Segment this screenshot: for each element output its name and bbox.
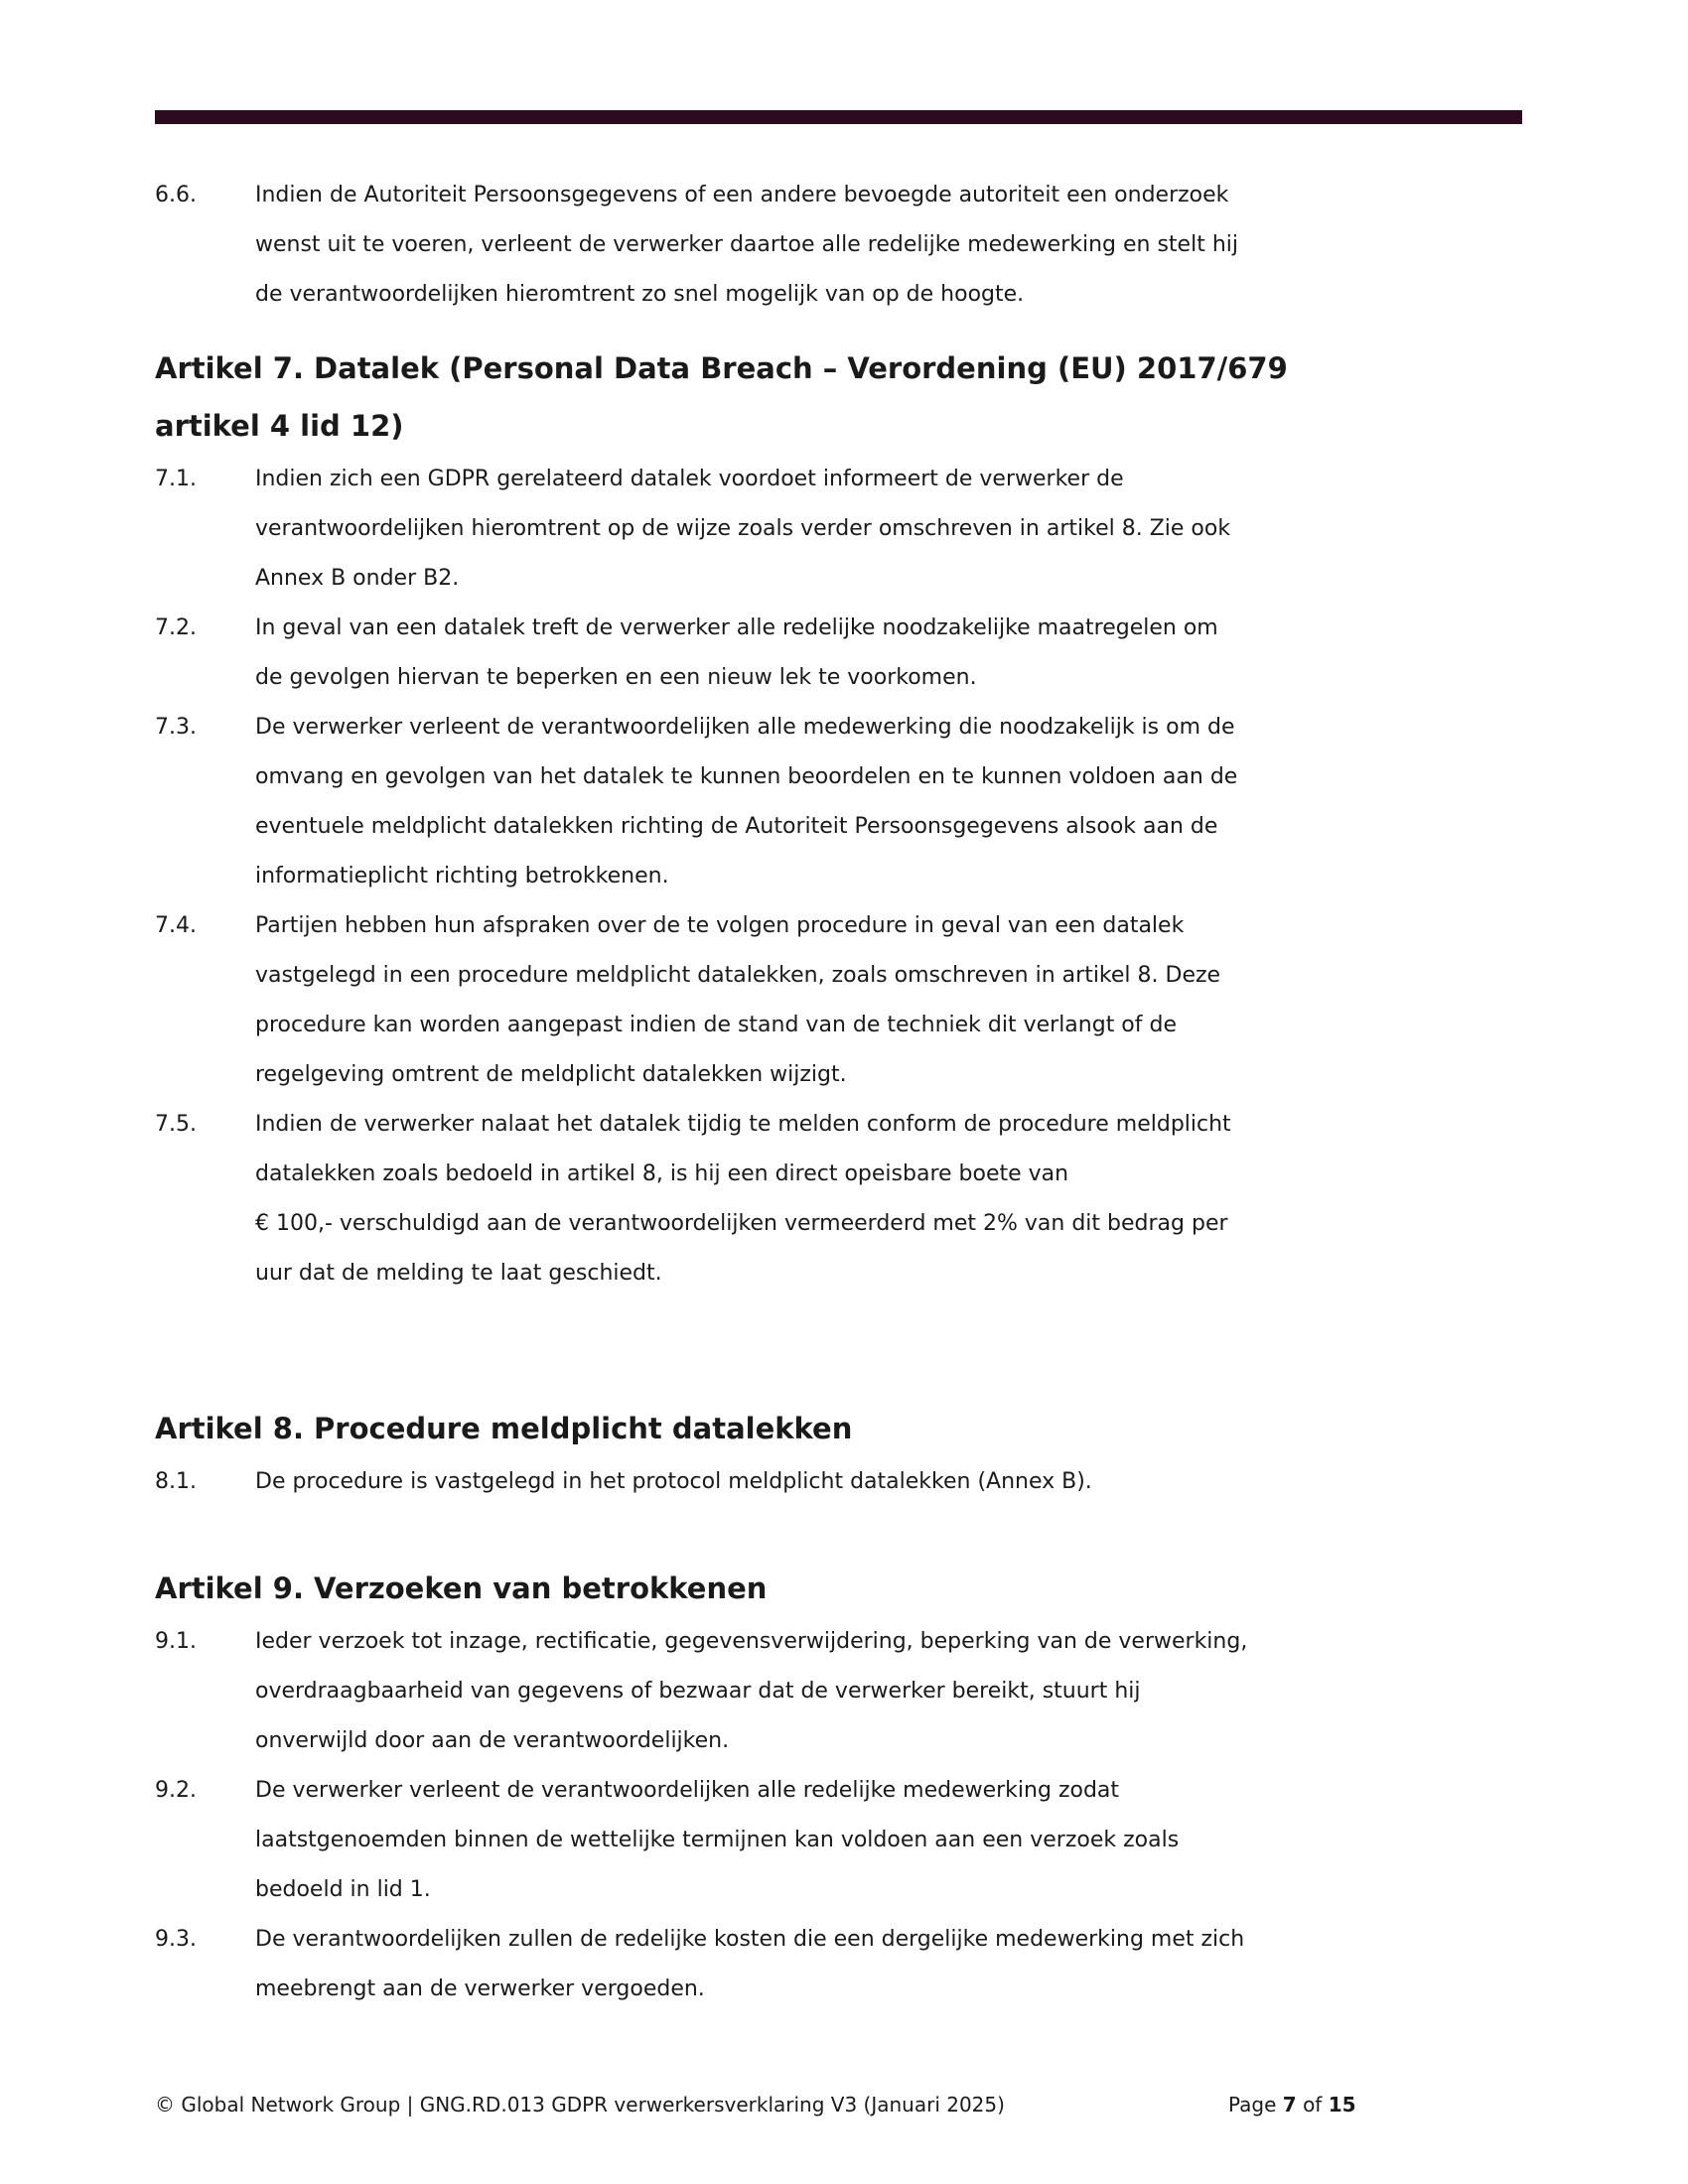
section — [155, 171, 1535, 320]
clause-number: 9.2. — [155, 1778, 197, 1803]
text-line: laatstgenoemden binnen de wettelijke termijnen kan voldoen aan een verzoek zoals — [255, 1828, 1180, 1852]
header-rule — [155, 110, 1522, 124]
clause — [155, 171, 1535, 320]
clause-text — [255, 1457, 1535, 1507]
page-label: Page — [1228, 2093, 1277, 2116]
clause-text — [255, 901, 1535, 1100]
clause-text — [255, 1766, 1535, 1915]
text-line: € 100,- verschuldigd aan de verantwoordelijken vermeerderd met 2% van dit bedrag per — [255, 1211, 1228, 1236]
text-line: procedure kan worden aangepast indien de stand van de techniek dit verlangt of de — [255, 1013, 1178, 1037]
text-line: De verantwoordelijken zullen de redelijke kosten die een dergelijke medewerking met zich — [255, 1927, 1245, 1952]
clause-number: 7.3. — [155, 715, 197, 740]
page-current: 7 — [1282, 2093, 1297, 2116]
section-heading: Artikel 9. Verzoeken van betrokkenen — [155, 1571, 768, 1605]
text-line: wenst uit te voeren, verleent de verwerker daartoe alle redelijke medewerking en stelt hij — [255, 232, 1238, 257]
section-heading: Artikel 8. Procedure meldplicht datalekken — [155, 1412, 853, 1445]
clause-number: 7.2. — [155, 615, 197, 640]
text-line: eventuele meldplicht datalekken richting de Autoriteit Persoonsgegevens alsook aan de — [255, 814, 1218, 839]
clause — [155, 1915, 1535, 2014]
text-line: vastgelegd in een procedure meldplicht datalekken, zoals omschreven in artikel 8. Deze — [255, 963, 1221, 988]
text-line: Indien de verwerker nalaat het datalek tijdig te melden conform de procedure meldplicht — [255, 1112, 1231, 1137]
text-line: regelgeving omtrent de meldplicht datalekken wijzigt. — [255, 1062, 847, 1087]
text-line: informatieplicht richting betrokkenen. — [255, 864, 669, 888]
page-number — [1228, 2093, 1356, 2116]
section — [155, 1560, 1535, 2014]
section — [155, 340, 1535, 1298]
section-heading: Artikel 7. Datalek (Personal Data Breach – Verordening (EU) 2017/679 — [155, 351, 1288, 385]
text-line: datalekken zoals bedoeld in artikel 8, is hij een direct opeisbare boete van — [255, 1161, 1069, 1186]
page-of: of — [1303, 2093, 1323, 2116]
clause — [155, 1100, 1535, 1298]
clause — [155, 455, 1535, 604]
clause-number: 9.1. — [155, 1629, 197, 1654]
clause-number: 7.4. — [155, 913, 197, 938]
text-line: De procedure is vastgelegd in het protocol meldplicht datalekken (Annex B). — [255, 1469, 1092, 1494]
text-line: uur dat de melding te laat geschiedt. — [255, 1261, 662, 1286]
clause-number: 8.1. — [155, 1469, 197, 1494]
clause-text — [255, 171, 1535, 320]
text-line: overdraagbaarheid van gegevens of bezwaar dat de verwerker bereikt, stuurt hij — [255, 1679, 1141, 1704]
footer-text: © Global Network Group | GNG.RD.013 GDPR verwerkersverklaring V3 (Januari 2025) — [155, 2093, 1005, 2116]
section — [155, 1400, 1535, 1507]
clause-text — [255, 1915, 1535, 2014]
clause-number: 9.3. — [155, 1927, 197, 1952]
clause — [155, 1617, 1535, 1766]
text-line: Annex B onder B2. — [255, 566, 460, 591]
section-heading: artikel 4 lid 12) — [155, 409, 404, 443]
text-line: omvang en gevolgen van het datalek te kunnen beoordelen en te kunnen voldoen aan de — [255, 764, 1238, 789]
clause-text — [255, 455, 1535, 604]
text-line: Indien de Autoriteit Persoonsgegevens of een andere bevoegde autoriteit een onderzoek — [255, 183, 1229, 207]
text-line: Ieder verzoek tot inzage, rectificatie, gegevensverwijdering, beperking van de verwerking, — [255, 1629, 1248, 1654]
text-line: bedoeld in lid 1. — [255, 1877, 431, 1902]
clause-text — [255, 703, 1535, 901]
text-line: de verantwoordelijken hieromtrent zo snel mogelijk van op de hoogte. — [255, 282, 1025, 307]
clause-text — [255, 604, 1535, 703]
text-line: Indien zich een GDPR gerelateerd datalek voordoet informeert de verwerker de — [255, 467, 1124, 491]
text-line: meebrengt aan de verwerker vergoeden. — [255, 1977, 705, 2001]
clause-number: 6.6. — [155, 183, 197, 207]
clause-number: 7.1. — [155, 467, 197, 491]
clause-text — [255, 1100, 1535, 1298]
clause — [155, 901, 1535, 1100]
clause-text — [255, 1617, 1535, 1766]
clause — [155, 1766, 1535, 1915]
text-line: In geval van een datalek treft de verwerker alle redelijke noodzakelijke maatregelen om — [255, 615, 1218, 640]
text-line: onverwijld door aan de verantwoordelijken. — [255, 1728, 730, 1753]
page-total: 15 — [1328, 2093, 1356, 2116]
text-line: Partijen hebben hun afspraken over de te volgen procedure in geval van een datalek — [255, 913, 1185, 938]
text-line: De verwerker verleent de verantwoordelijken alle redelijke medewerking zodat — [255, 1778, 1120, 1803]
text-line: de gevolgen hiervan te beperken en een nieuw lek te voorkomen. — [255, 665, 977, 690]
text-line: verantwoordelijken hieromtrent op de wijze zoals verder omschreven in artikel 8. Zie ook — [255, 516, 1231, 541]
clause — [155, 703, 1535, 901]
clause — [155, 1457, 1535, 1507]
clause-number: 7.5. — [155, 1112, 197, 1137]
clause — [155, 604, 1535, 703]
text-line: De verwerker verleent de verantwoordelijken alle medewerking die noodzakelijk is om de — [255, 715, 1235, 740]
